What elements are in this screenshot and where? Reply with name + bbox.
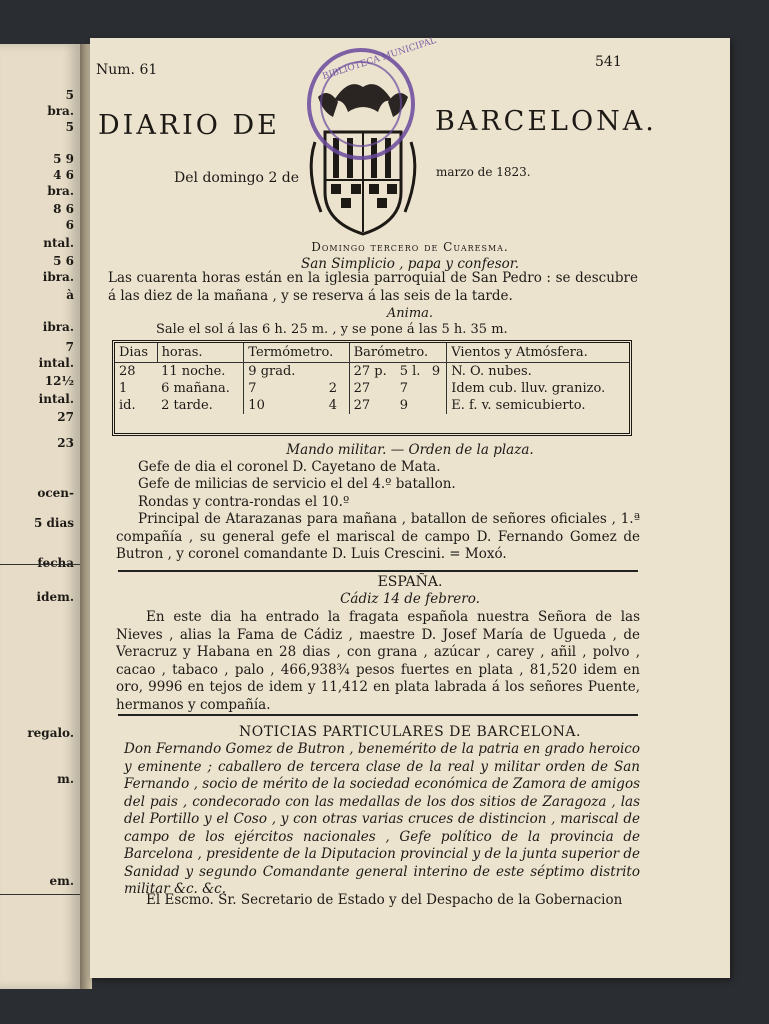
left-page-rule [0, 894, 80, 895]
cell-day: 1 [119, 381, 128, 396]
library-stamp: BIBLIOTECA MUNICIPAL [321, 35, 438, 83]
military-heading: Mando militar. — Orden de la plaza. [286, 442, 534, 458]
col-days: Dias [115, 343, 157, 363]
date-left: Del domingo 2 de [174, 170, 300, 186]
espana-paragraph: En este dia ha entrado la fragata española nuestra Señora de las Nieves , alias la Fama de Cádiz , maestre D. Josef María de Ugueda , de Veracruz y Habana en 28 dias , con grana , azúcar , carey , añil , polvo , cacao , tabaco , palo , 466,938¾ pesos fuertes en plata , 81,520 idem en oro, 9996 en tejos de idem y 11,412 en plata labrada á los señores Puente, hermanos y compañía. [116, 609, 640, 713]
date-right: marzo de 1823. [436, 165, 531, 179]
left-page-fragment: 5 dias [33, 516, 74, 530]
issue-number: Num. 61 [96, 62, 158, 78]
left-page-fragment: regalo. [27, 726, 74, 740]
left-page-rule [0, 564, 80, 565]
left-page-fragment: bra. [47, 104, 74, 118]
section-divider [118, 714, 638, 716]
cell-thermo-frac [325, 363, 349, 381]
section-divider [118, 570, 638, 572]
cell-hour: 2 tarde. [157, 397, 244, 414]
masthead-left: DIARIO DE [98, 110, 280, 141]
forty-hours-notice: Las cuarenta horas están en la iglesia parroquial de San Pedro : se descubre á las diez de la mañana , y se reserva á las seis de la tarde. [108, 270, 638, 304]
left-page-fragment: 4 6 [53, 168, 74, 182]
table-row [115, 380, 629, 397]
left-page-fragment: ocen- [37, 486, 74, 500]
left-page-fragment: ibra. [42, 270, 74, 284]
saint-of-day: San Simplicio , papa y confesor. [300, 256, 520, 272]
left-page-fragment: 5 [65, 88, 74, 102]
noticias-paragraph-1: Don Fernando Gomez de Butron , benemérito de la patria en grado heroico y eminente ; caballero de tercera clase de la real y militar orden de San Fernando , socio de mérito de la sociedad económica de Zamora de amigos del pais , condecorado con las medallas de los dos sitios de Zaragoza , las del Portillo y el Coso , y con otras varias cruces de distincion , mariscal de campo de los ejércitos nacionales , Gefe político de la provincia de Barcelona , presidente de la Diputacion provincial y de la junta superior de Sanidad y segundo Comandante general interino de este séptimo distrito militar &c. &c. [124, 741, 640, 897]
left-page-fragment: em. [49, 874, 74, 888]
cell-hour: 6 mañana. [157, 380, 244, 397]
anima-label: Anima. [386, 306, 434, 321]
cell-wind: E. f. v. semicubierto. [451, 398, 586, 413]
newspaper-page [90, 35, 730, 978]
left-page-fragment: 8 6 [53, 202, 74, 216]
left-page-fragment: 27 [57, 410, 74, 424]
left-facing-page [0, 44, 82, 989]
cell-thermo: 9 grad. [248, 364, 296, 379]
left-page-fragment: intal. [38, 356, 74, 370]
left-page-fragment: 6 [65, 218, 74, 232]
military-line-2: Gefe de milicias de servicio el del 4.º batallon. [138, 476, 456, 492]
military-line-3: Rondas y contra-rondas el 10.º [138, 494, 350, 510]
cell-baro-c: 9 [428, 363, 447, 381]
cell-baro-a: 27 p. [353, 364, 387, 379]
col-barometer: Barómetro. [349, 343, 447, 363]
col-hours: horas. [157, 343, 244, 363]
table-row [115, 363, 629, 381]
left-page-fragment: à [66, 288, 74, 302]
cell-thermo-frac: 4 [325, 397, 349, 414]
col-winds: Vientos y Atmósfera. [447, 343, 629, 363]
left-page-fragment: bra. [47, 184, 74, 198]
cell-wind: N. O. nubes. [451, 364, 532, 379]
cell-baro-b: 5 l. [399, 364, 421, 379]
left-page-fragment: 5 9 [53, 152, 74, 166]
left-page-fragment: ibra. [42, 320, 74, 334]
cell-wind: Idem cub. lluv. granizo. [451, 381, 606, 396]
cell-baro-c [428, 397, 447, 414]
cell-thermo: 7 [248, 381, 257, 396]
noticias-paragraph-2: El Escmo. Sr. Secretario de Estado y del Despacho de la Gobernacion [146, 892, 623, 908]
cell-baro-b: 7 [399, 381, 409, 396]
col-thermometer: Termómetro. [244, 343, 349, 363]
cell-thermo: 10 [248, 398, 265, 413]
cell-day: id. [119, 398, 136, 413]
table-row [115, 397, 629, 414]
left-page-fragment: 7 [65, 340, 74, 354]
cell-hour: 11 noche. [157, 363, 244, 381]
cell-baro-a: 27 [353, 398, 371, 413]
espana-heading: ESPAÑA. [377, 574, 443, 590]
masthead-right: BARCELONA. [435, 106, 657, 137]
cell-baro-b: 9 [399, 398, 409, 413]
cell-baro-a: 27 [353, 381, 371, 396]
left-page-fragment: idem. [36, 590, 74, 604]
cell-thermo-frac: 2 [325, 380, 349, 397]
noticias-heading: NOTICIAS PARTICULARES DE BARCELONA. [239, 724, 581, 740]
military-paragraph: Principal de Atarazanas para mañana , batallon de señores oficiales , 1.ª compañía , su general gefe el mariscal de campo D. Fernando Gomez de Butron , y coronel comandante D. Luis Crescini. = Moxó. [116, 511, 640, 562]
left-page-fragment: intal. [38, 392, 74, 406]
cell-baro-c [428, 380, 447, 397]
military-line-1: Gefe de dia el coronel D. Cayetano de Mata. [138, 459, 441, 475]
left-page-fragment: m. [57, 772, 74, 786]
page-number: 541 [595, 54, 622, 70]
left-page-fragment: 23 [57, 436, 74, 450]
left-page-fragment: 5 [65, 120, 74, 134]
left-page-fragment: fecha [37, 556, 74, 570]
cell-day: 28 [119, 364, 136, 379]
sunrise-sunset: Sale el sol á las 6 h. 25 m. , y se pone á las 5 h. 35 m. [156, 322, 508, 337]
left-page-fragment: ntal. [43, 236, 74, 250]
left-page-fragment: 5 6 [53, 254, 74, 268]
liturgical-day: Domingo tercero de Cuaresma. [311, 240, 509, 254]
left-page-fragment: 12½ [44, 374, 74, 388]
espana-dateline: Cádiz 14 de febrero. [340, 591, 480, 607]
weather-table [112, 340, 632, 436]
